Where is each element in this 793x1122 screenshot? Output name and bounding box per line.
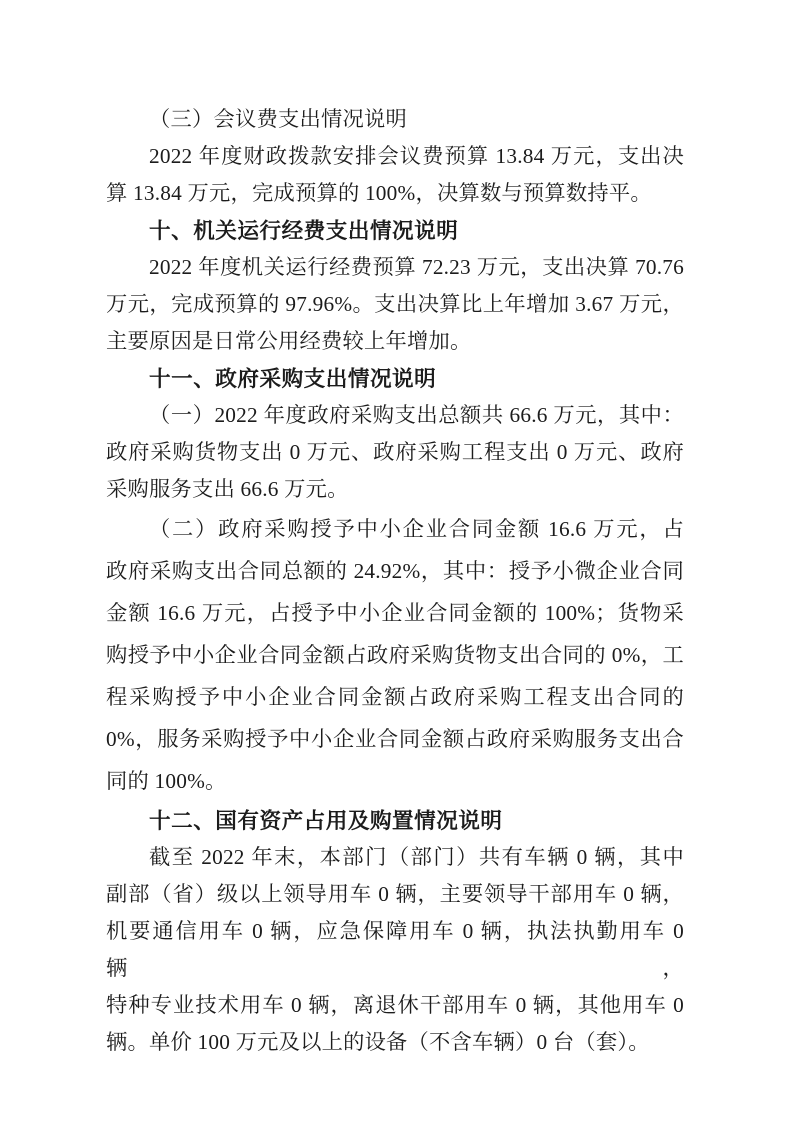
text-line: 采购服务支出 66.6 万元。	[106, 477, 349, 501]
text-line: 程采购授予中小企业合同金额占政府采购工程支出合同的	[106, 685, 684, 709]
text-line: 主要原因是日常公用经费较上年增加。	[106, 329, 472, 353]
text-line: 金额 16.6 万元，占授予中小企业合同金额的 100%；货物采	[106, 601, 684, 625]
text-line: 特种专业技术用车 0 辆，离退休干部用车 0 辆，其他用车 0	[106, 993, 684, 1017]
text-line: （二）政府采购授予中小企业合同金额 16.6 万元，占	[149, 517, 684, 541]
paragraph	[106, 839, 684, 1061]
text-line: 2022 年度财政拨款安排会议费预算 13.84 万元，支出决	[149, 144, 684, 168]
text-line: 截至 2022 年末，本部门（部门）共有车辆 0 辆，其中	[149, 845, 684, 869]
document-body	[106, 101, 684, 1061]
section-heading	[106, 802, 684, 839]
section-heading	[106, 212, 684, 249]
text-line: 辆。单价 100 万元及以上的设备（不含车辆）0 台（套）。	[106, 1030, 650, 1054]
text-line: 副部（省）级以上领导用车 0 辆，主要领导干部用车 0 辆，	[106, 882, 684, 906]
text-line: 十一、政府采购支出情况说明	[149, 366, 437, 391]
paragraph	[106, 397, 684, 508]
text-line: （三）会议费支出情况说明	[149, 107, 407, 131]
paragraph	[106, 249, 684, 360]
paragraph	[106, 508, 684, 802]
text-line: 2022 年度机关运行经费预算 72.23 万元，支出决算 70.76	[149, 255, 684, 279]
text-line: 0%，服务采购授予中小企业合同金额占政府采购服务支出合	[106, 727, 684, 751]
text-line: 政府采购货物支出 0 万元、政府采购工程支出 0 万元、政府	[106, 440, 684, 464]
text-line: 机要通信用车 0 辆，应急保障用车 0 辆，执法执勤用车 0 辆，	[106, 919, 684, 980]
text-line: 购授予中小企业合同金额占政府采购货物支出合同的 0%，工	[106, 643, 684, 667]
text-line: 算 13.84 万元，完成预算的 100%，决算数与预算数持平。	[106, 181, 652, 205]
text-line: 万元，完成预算的 97.96%。支出决算比上年增加 3.67 万元，	[106, 292, 684, 316]
text-line: 同的 100%。	[106, 769, 227, 793]
text-line: （一）2022 年度政府采购支出总额共 66.6 万元，其中：	[149, 403, 684, 427]
section-heading	[106, 360, 684, 397]
sub-section-heading	[106, 101, 684, 138]
paragraph	[106, 138, 684, 212]
text-line: 十、机关运行经费支出情况说明	[149, 218, 459, 243]
text-line: 十二、国有资产占用及购置情况说明	[149, 808, 503, 833]
text-line: 政府采购支出合同总额的 24.92%，其中：授予小微企业合同	[106, 559, 684, 583]
